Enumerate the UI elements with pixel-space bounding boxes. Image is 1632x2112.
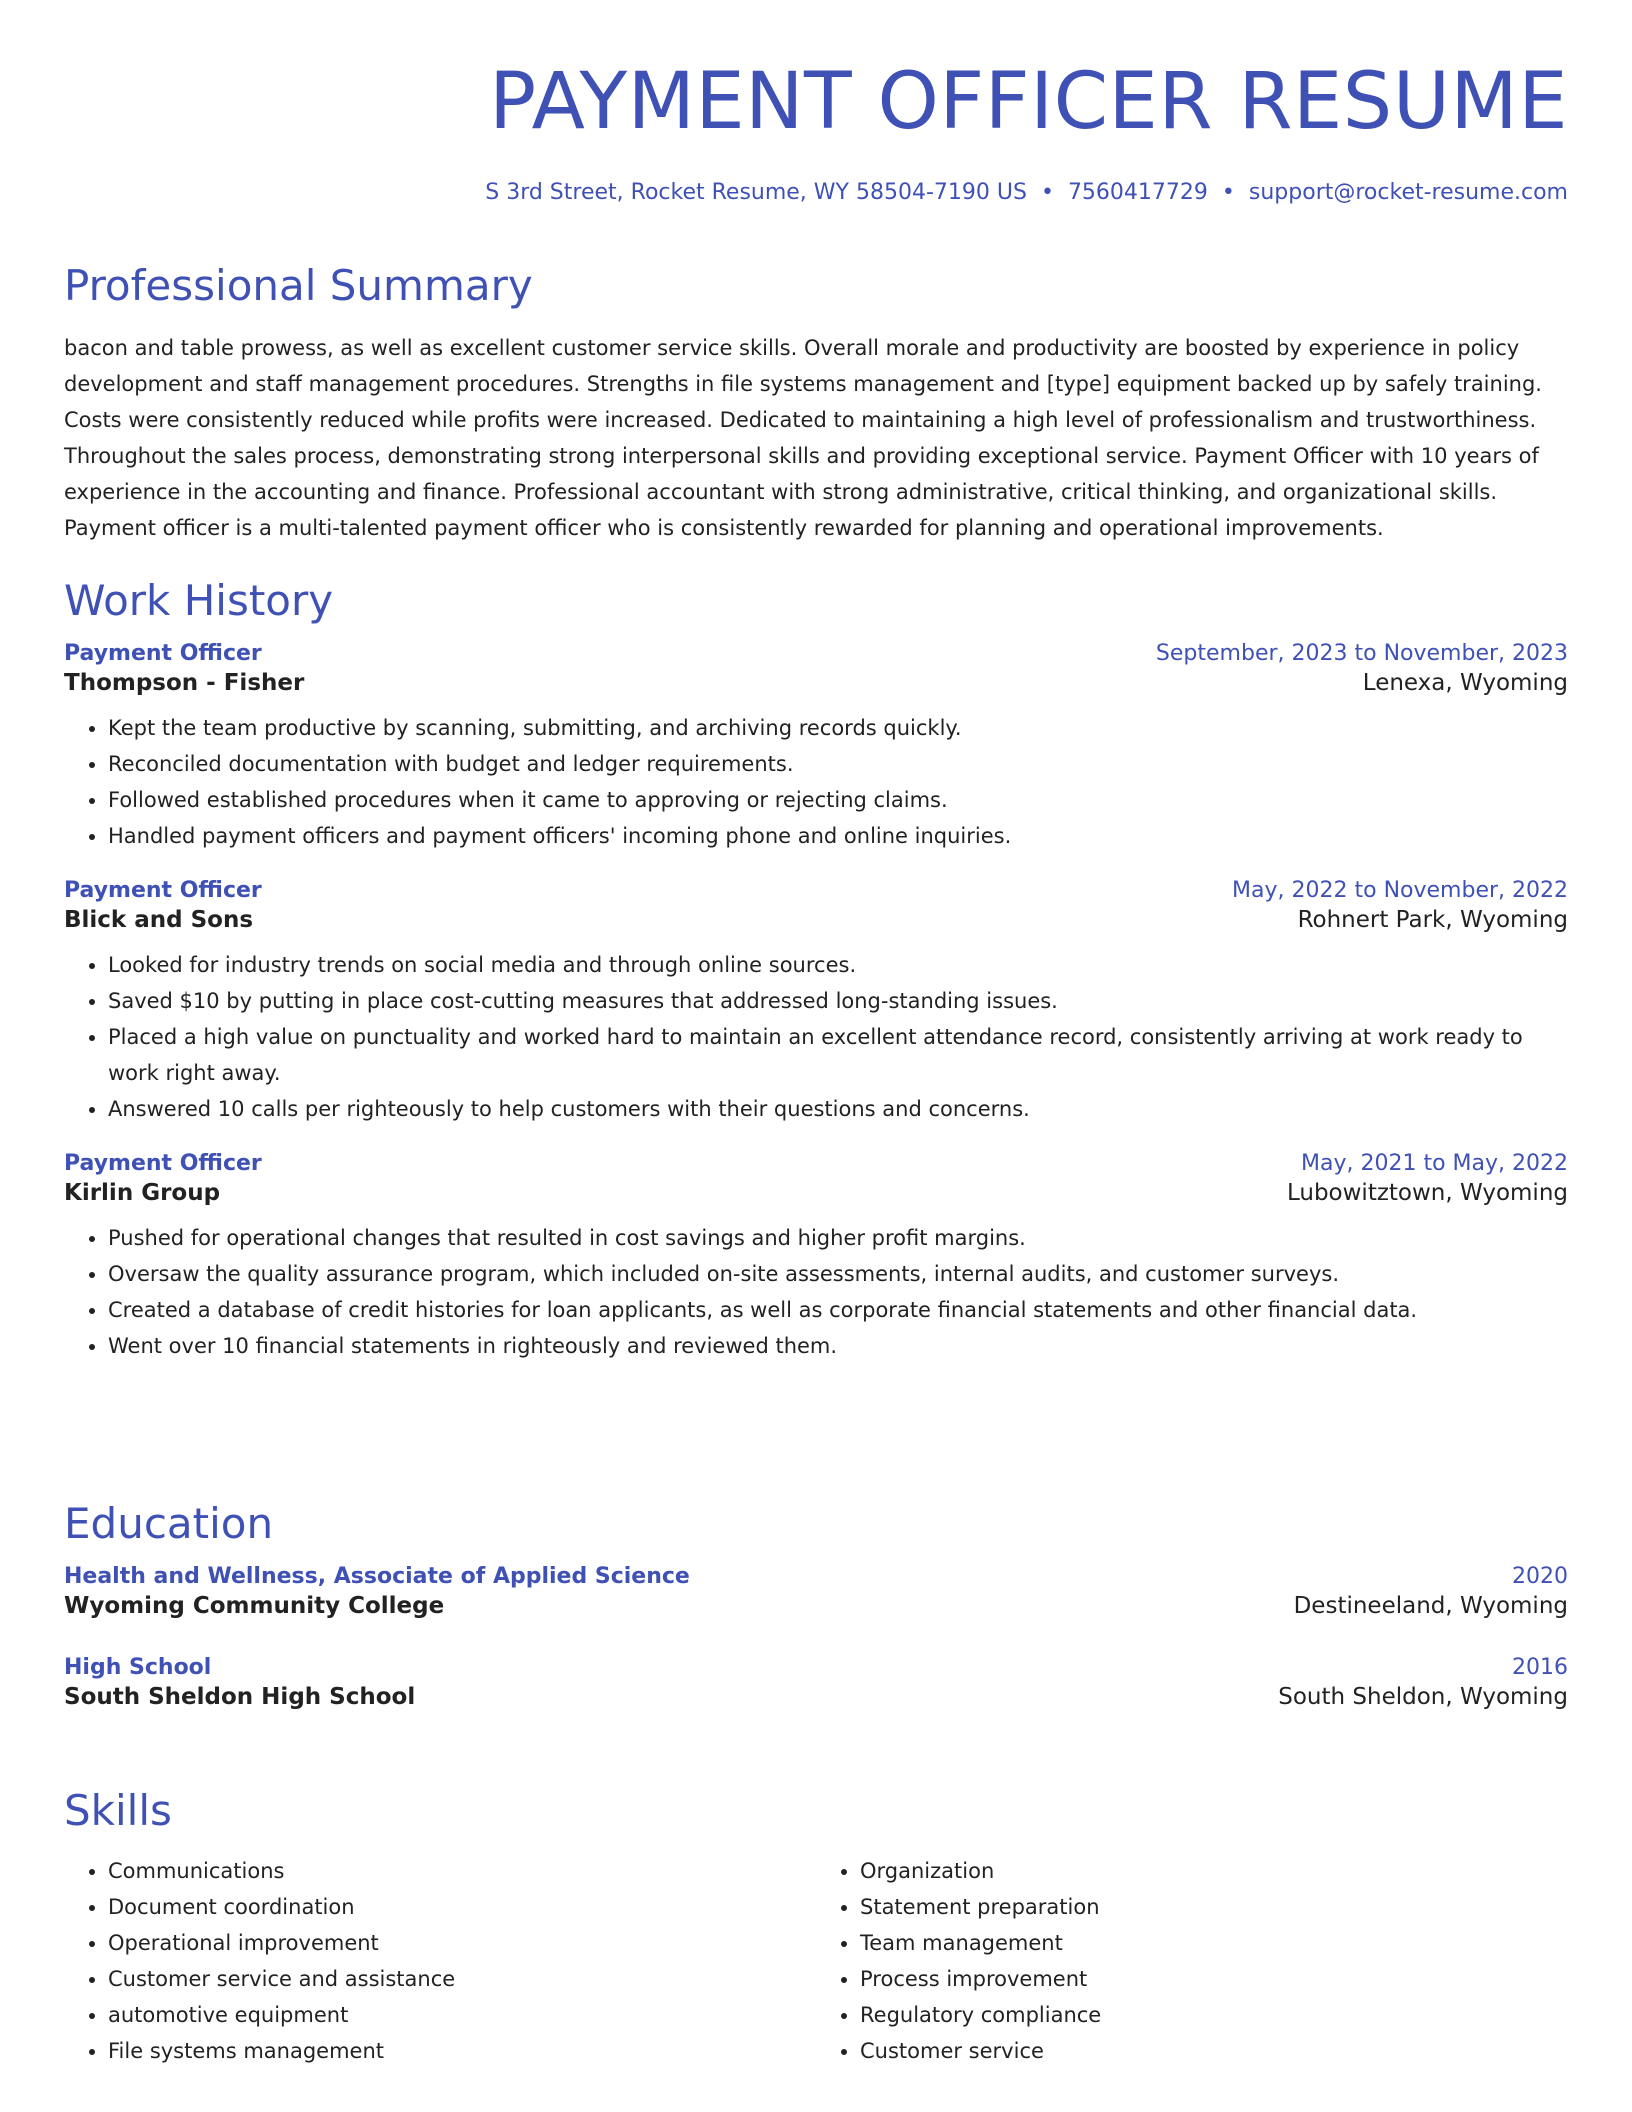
summary-section — [64, 258, 1568, 546]
list-item: • Answered 10 calls per righteously to help customers with their questions and concerns. — [108, 1091, 1568, 1127]
job-bullets — [64, 947, 1568, 1127]
education-school: Wyoming Community College — [64, 1593, 445, 1619]
skill-item: • Operational improvement — [108, 1925, 816, 1961]
contact-email[interactable]: support@rocket-resume.com — [1248, 180, 1568, 205]
skills-list-left — [64, 1853, 816, 2069]
job-location: Rohnert Park, Wyoming — [1297, 907, 1568, 933]
list-item: • Oversaw the quality assurance program, which included on-site assessments, internal audits, and customer surveys. — [108, 1256, 1568, 1292]
education-degree: High School — [64, 1655, 212, 1680]
education-entry — [64, 1655, 1568, 1710]
job-bullets — [64, 1220, 1568, 1364]
skills-columns — [64, 1853, 1568, 2069]
job-role: Payment Officer — [64, 1151, 262, 1176]
education-section — [64, 1496, 1568, 1710]
list-item: • Created a database of credit histories for loan applicants, as well as corporate financial statements and other financial data. — [108, 1292, 1568, 1328]
job-company: Kirlin Group — [64, 1180, 221, 1206]
skill-item: • File systems management — [108, 2033, 816, 2069]
list-item: • Followed established procedures when it came to approving or rejecting claims. — [108, 782, 1568, 818]
job-role: Payment Officer — [64, 878, 262, 903]
list-item: • Reconciled documentation with budget and ledger requirements. — [108, 746, 1568, 782]
skill-item: • Document coordination — [108, 1889, 816, 1925]
job-bullets — [64, 710, 1568, 854]
contact-phone: 7560417729 — [1067, 180, 1208, 205]
education-entry — [64, 1564, 1568, 1619]
work-history-section — [64, 573, 1568, 1364]
job-entry — [64, 878, 1568, 1127]
job-location: Lenexa, Wyoming — [1362, 670, 1568, 696]
skills-list-right — [816, 1853, 1568, 2069]
contact-line — [485, 180, 1568, 205]
job-role: Payment Officer — [64, 641, 262, 666]
education-degree: Health and Wellness, Associate of Applied Science — [64, 1564, 690, 1589]
job-entry — [64, 641, 1568, 854]
skill-item: • Organization — [860, 1853, 1568, 1889]
contact-address: S 3rd Street, Rocket Resume, WY 58504-7190 US — [485, 180, 1027, 205]
skill-item: • Statement preparation — [860, 1889, 1568, 1925]
education-location: Destineeland, Wyoming — [1293, 1593, 1568, 1619]
education-year: 2016 — [1512, 1655, 1568, 1680]
list-item: • Kept the team productive by scanning, submitting, and archiving records quickly. — [108, 710, 1568, 746]
work-history-heading: Work History — [64, 576, 334, 625]
contact-separator: • — [1040, 180, 1054, 205]
job-location: Lubowitztown, Wyoming — [1286, 1180, 1568, 1206]
contact-separator: • — [1221, 180, 1235, 205]
list-item: • Looked for industry trends on social media and through online sources. — [108, 947, 1568, 983]
skill-item: • Customer service — [860, 2033, 1568, 2069]
job-dates: May, 2021 to May, 2022 — [1301, 1151, 1568, 1176]
education-school: South Sheldon High School — [64, 1684, 416, 1710]
skills-section — [64, 1783, 1568, 2069]
skill-item: • Communications — [108, 1853, 816, 1889]
job-entry — [64, 1151, 1568, 1364]
resume-title: PAYMENT OFFICER RESUME — [489, 57, 1568, 147]
summary-text: bacon and table prowess, as well as excellent customer service skills. Overall morale and productivity are boosted by experience in policy development and staff management procedures. Strengths in file systems management and [type] equipment backed up by safely training. Costs were consistently reduced while profits were increased. Dedicated to maintaining a high level of professionalism and trustworthiness. Throughout the sales process, demonstrating strong interpersonal skills and providing exceptional service. Payment Officer with 10 years of experience in the accounting and finance. Professional accountant with strong administrative, critical thinking, and organizational skills. Payment officer is a multi-talented payment officer who is consistently rewarded for planning and operational improvements. — [64, 336, 1542, 540]
skill-item: • Regulatory compliance — [860, 1997, 1568, 2033]
skill-item: • Customer service and assistance — [108, 1961, 816, 1997]
list-item: • Went over 10 financial statements in righteously and reviewed them. — [108, 1328, 1568, 1364]
job-company: Blick and Sons — [64, 907, 254, 933]
job-dates: September, 2023 to November, 2023 — [1155, 641, 1568, 666]
list-item: • Saved $10 by putting in place cost-cutting measures that addressed long-standing issues. — [108, 983, 1568, 1019]
list-item: • Handled payment officers and payment officers' incoming phone and online inquiries. — [108, 818, 1568, 854]
job-company: Thompson - Fisher — [64, 670, 305, 696]
skill-item: • Team management — [860, 1925, 1568, 1961]
summary-heading: Professional Summary — [64, 261, 533, 310]
education-heading: Education — [64, 1499, 274, 1548]
skill-item: • automotive equipment — [108, 1997, 816, 2033]
skills-heading: Skills — [64, 1786, 172, 1835]
education-location: South Sheldon, Wyoming — [1278, 1684, 1568, 1710]
education-year: 2020 — [1512, 1564, 1568, 1589]
job-dates: May, 2022 to November, 2022 — [1232, 878, 1568, 903]
list-item: • Pushed for operational changes that resulted in cost savings and higher profit margins. — [108, 1220, 1568, 1256]
list-item: • Placed a high value on punctuality and worked hard to maintain an excellent attendance record, consistently arriving at work ready to work right away. — [108, 1019, 1568, 1091]
skill-item: • Process improvement — [860, 1961, 1568, 1997]
